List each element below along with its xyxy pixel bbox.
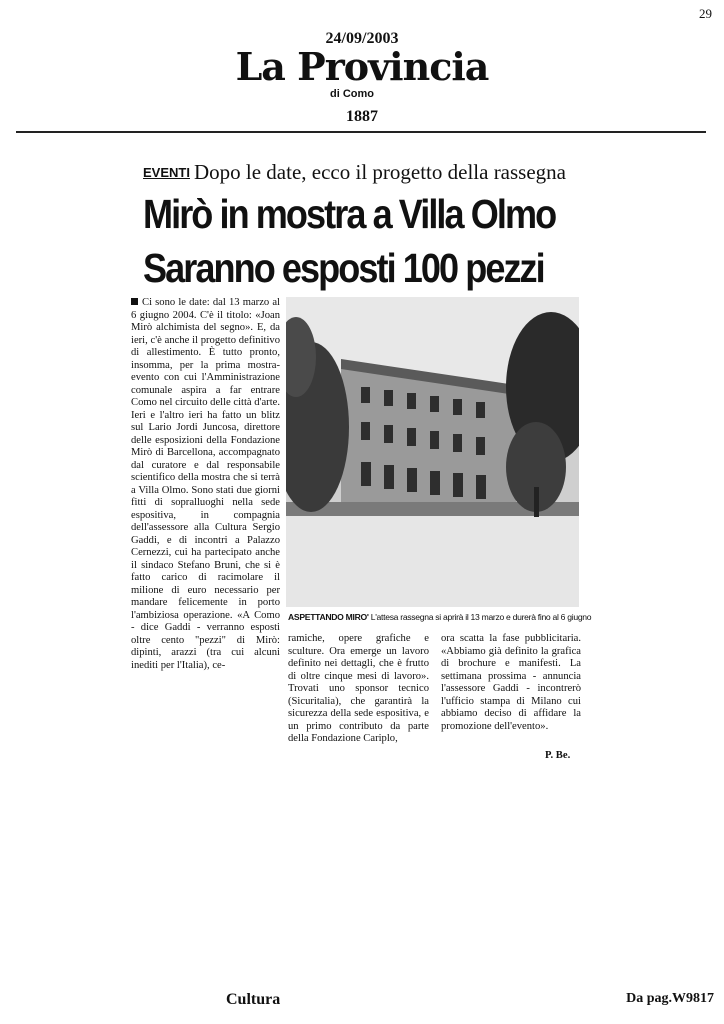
- bullet-square-icon: [131, 298, 138, 305]
- footer-page-ref: Da pag.W9817: [626, 991, 714, 1006]
- header-rule: [16, 131, 706, 133]
- headline-line-2: Saranno esposti 100 pezzi: [143, 245, 544, 291]
- author-signature: P. Be.: [545, 750, 571, 761]
- column-1-text: Ci sono le date: dal 13 marzo al 6 giugno 2004. C'è il titolo: «Joan Mirò alchimista del segno». E, da ieri, c'è anche il progetto definitivo di allestimento. È tutto pronto, insomma, per la prima mostra-evento con cui l'Amministrazione comunale aspira a far entrare Como nel circuito delle città d'arte. Ieri e l'altro ieri ha fatto un blitz sul Lario Jordi Juncosa, direttore delle esposizioni della Fondazione Mirò di Barcellona, accompagnato dal curatore e dal responsabile scientifico della mostra che si terrà a Villa Olmo. Sono stati due giorni fitti di sopralluoghi nella sede espositiva, in compagnia dell'assessore alla Cultura Sergio Gaddi, e di incontri a Palazzo Cernezzi, cui ha partecipato anche il sindaco Stefano Bruni, che si è fatto carico di racimolare il milione di euro necessario per mandare felicemente in porto l'ambiziosa operazione. «A Como - dice Gaddi - verranno esposti oltre cento "pezzi" di Mirò: dipinti, arazzi (tra cui alcuni inediti per l'Italia), ce-: [131, 297, 280, 671]
- article-column-3: ora scatta la fase pubblicitaria. «Abbiamo già definito la grafica di brochure e manifesti. La settimana prossima - annuncia l'assessore Gaddi - incontrerò l'ufficio stampa di Milano cui abbiamo deciso di affidare la promozione dell'evento».: [441, 633, 581, 732]
- headline-line-1: Mirò in mostra a Villa Olmo: [143, 191, 556, 237]
- article-column-2: ramiche, opere grafiche e sculture. Ora emerge un lavoro definito nei dettagli, che è frutto di oltre cinque mesi di lavoro». Trovati uno sponsor tecnico (Sicuritalia), che garantirà la sicurezza della sede espositiva, e un primo contributo da parte della Fondazione Cariplo,: [288, 633, 429, 744]
- newspaper-logo-subtitle: di Como: [330, 88, 374, 100]
- kicker-text: Dopo le date, ecco il progetto della rassegna: [193, 160, 566, 184]
- newspaper-logo: La Provincia: [235, 44, 489, 89]
- masthead-year: 1887: [346, 108, 378, 125]
- photo-caption: [288, 612, 592, 622]
- footer-section: Cultura: [226, 991, 281, 1008]
- caption-text: L'attesa rassegna si aprirà il 13 marzo e durerà fino al 6 giugno: [370, 612, 592, 622]
- villa-olmo-photo: [286, 297, 579, 607]
- caption-label: ASPETTANDO MIRO': [288, 612, 369, 622]
- kicker-label: EVENTI: [143, 165, 190, 180]
- article-column-1: [131, 297, 280, 672]
- masthead-date: 24/09/2003: [325, 30, 399, 47]
- article-kicker: [143, 160, 566, 185]
- page-number: 29: [699, 6, 712, 21]
